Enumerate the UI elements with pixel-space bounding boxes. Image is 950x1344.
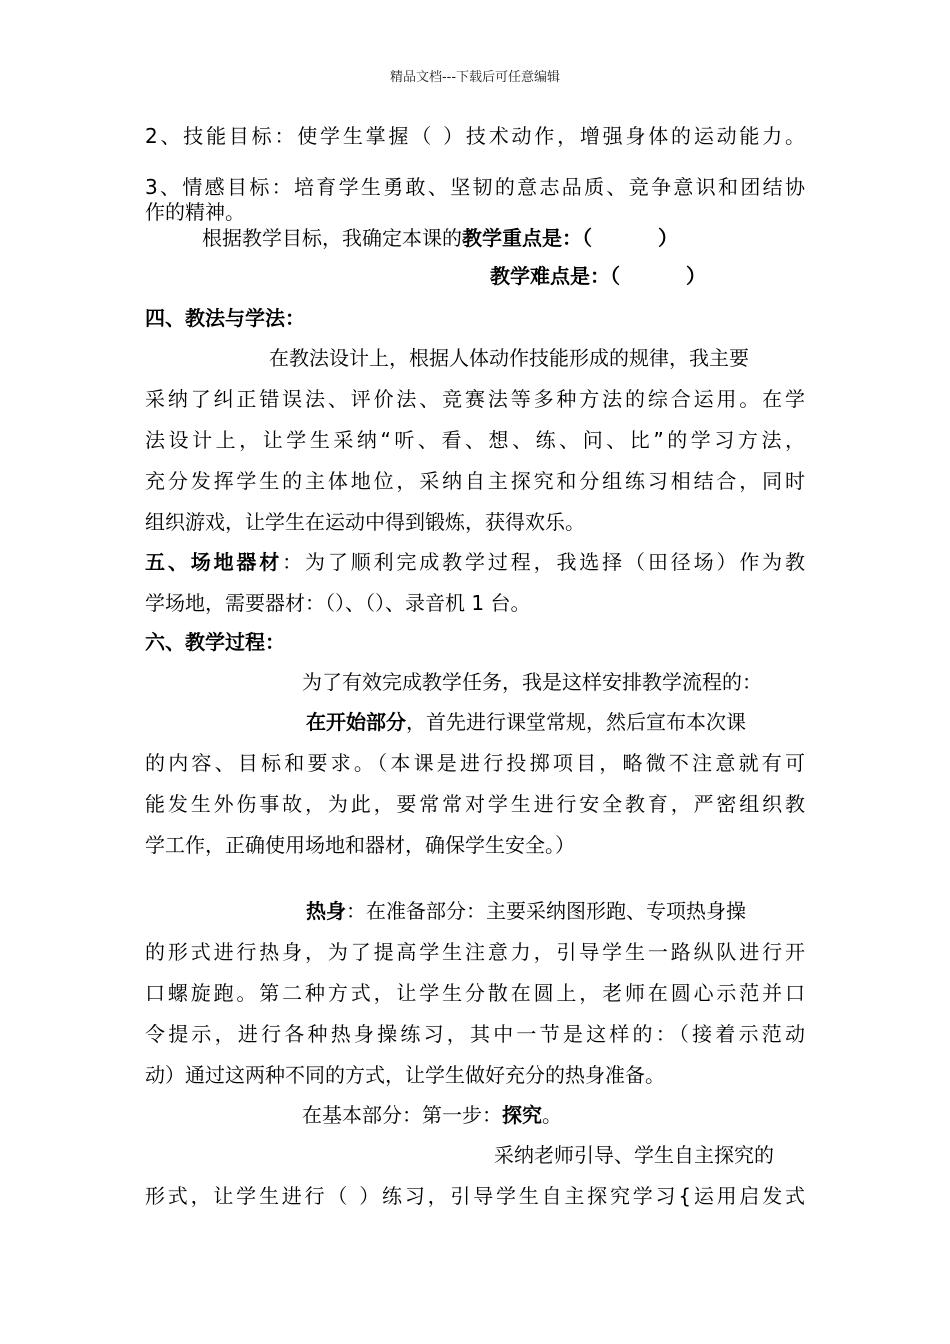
- paragraph-6-line-2: 在开始部分，首先进行课堂常规，然后宣布本次课: [306, 710, 746, 734]
- paragraph-4-line-5: 组织游戏，让学生在运动中得到锻炼，获得欢乐。: [145, 510, 585, 534]
- section-6-title: 六、教学过程：: [145, 630, 285, 654]
- warmup-line-4: 令提示，进行各种热身操练习，其中一节是这样的：（接着示范动: [145, 1022, 805, 1046]
- section-5-title: 五、场地器材: [145, 550, 283, 574]
- warmup-line-3: 口螺旋跑。第二种方式，让学生分散在圆上，老师在圆心示范并口: [145, 981, 805, 1005]
- section-5-line-1: [145, 550, 805, 574]
- warmup-label: 热身: [306, 899, 346, 923]
- basic-part-line-2: 采纳老师引导、学生自主探究的: [494, 1143, 774, 1167]
- explore-label: 探究: [502, 1103, 542, 1127]
- paragraph-6-line-5: 学工作，正确使用场地和器材，确保学生安全。）: [145, 833, 575, 857]
- warmup-line-1: 热身：在准备部分：主要采纳图形跑、专项热身操: [306, 899, 746, 923]
- difficulty-close: ）: [686, 264, 706, 288]
- key-point-label: 教学重点是：（: [462, 226, 592, 250]
- difficulty-label: 教学难点是：（: [490, 264, 620, 288]
- paragraph-6-line-4: 能发生外伤事故，为此，要常常对学生进行安全教育，严密组织教: [145, 792, 805, 816]
- warmup-line-2: 的形式进行热身，为了提高学生注意力，引导学生一路纵队进行开: [145, 940, 805, 964]
- paragraph-4-line-4: 充分发挥学生的主体地位，采纳自主探究和分组练习相结合，同时: [145, 469, 805, 493]
- section-4-title: 四、教法与学法：: [145, 306, 305, 330]
- paragraph-4-line-3: 法设计上，让学生采纳“听、看、想、练、问、比”的学习方法，: [145, 428, 805, 452]
- skill-goal-line: 2、技能目标：使学生掌握（ ）技术动作，增强身体的运动能力。: [145, 124, 805, 148]
- start-part-label: 在开始部分: [306, 710, 406, 734]
- page-header: 精品文档---下载后可任意编辑: [389, 70, 561, 85]
- emotion-goal-line-2: 作的精神。: [145, 200, 245, 224]
- emotion-goal-line-1: 3、情感目标：培育学生勇敢、坚韧的意志品质、竞争意识和团结协: [145, 175, 805, 199]
- basic-part-line-3: 形式，让学生进行（ ）练习，引导学生自主探究学习{运用启发式: [145, 1184, 805, 1208]
- section-5-text: ：为了顺利完成教学过程，我选择（田径场）作为教: [282, 550, 806, 574]
- paragraph-4-line-1: 在教法设计上，根据人体动作技能形成的规律，我主要: [269, 346, 749, 370]
- key-point-close: ）: [658, 226, 678, 250]
- key-point-line: [202, 226, 678, 250]
- key-point-prefix: 根据教学目标，我确定本课的: [202, 226, 462, 250]
- difficulty-line: [490, 264, 706, 288]
- paragraph-4-line-2: 采纳了纠正错误法、评价法、竞赛法等多种方法的综合运用。在学: [145, 387, 805, 411]
- basic-part-line-1: 在基本部分：第一步：探究。: [302, 1103, 562, 1127]
- paragraph-6-line-1: 为了有效完成教学任务，我是这样安排教学流程的：: [302, 670, 762, 694]
- warmup-line-5: 动）通过这两种不同的方式，让学生做好充分的热身准备。: [145, 1063, 665, 1087]
- paragraph-6-line-3: 的内容、目标和要求。（本课是进行投掷项目，略微不注意就有可: [145, 751, 805, 775]
- section-5-line-2: 学场地，需要器材：（）、（）、录音机 1 台。: [145, 591, 531, 615]
